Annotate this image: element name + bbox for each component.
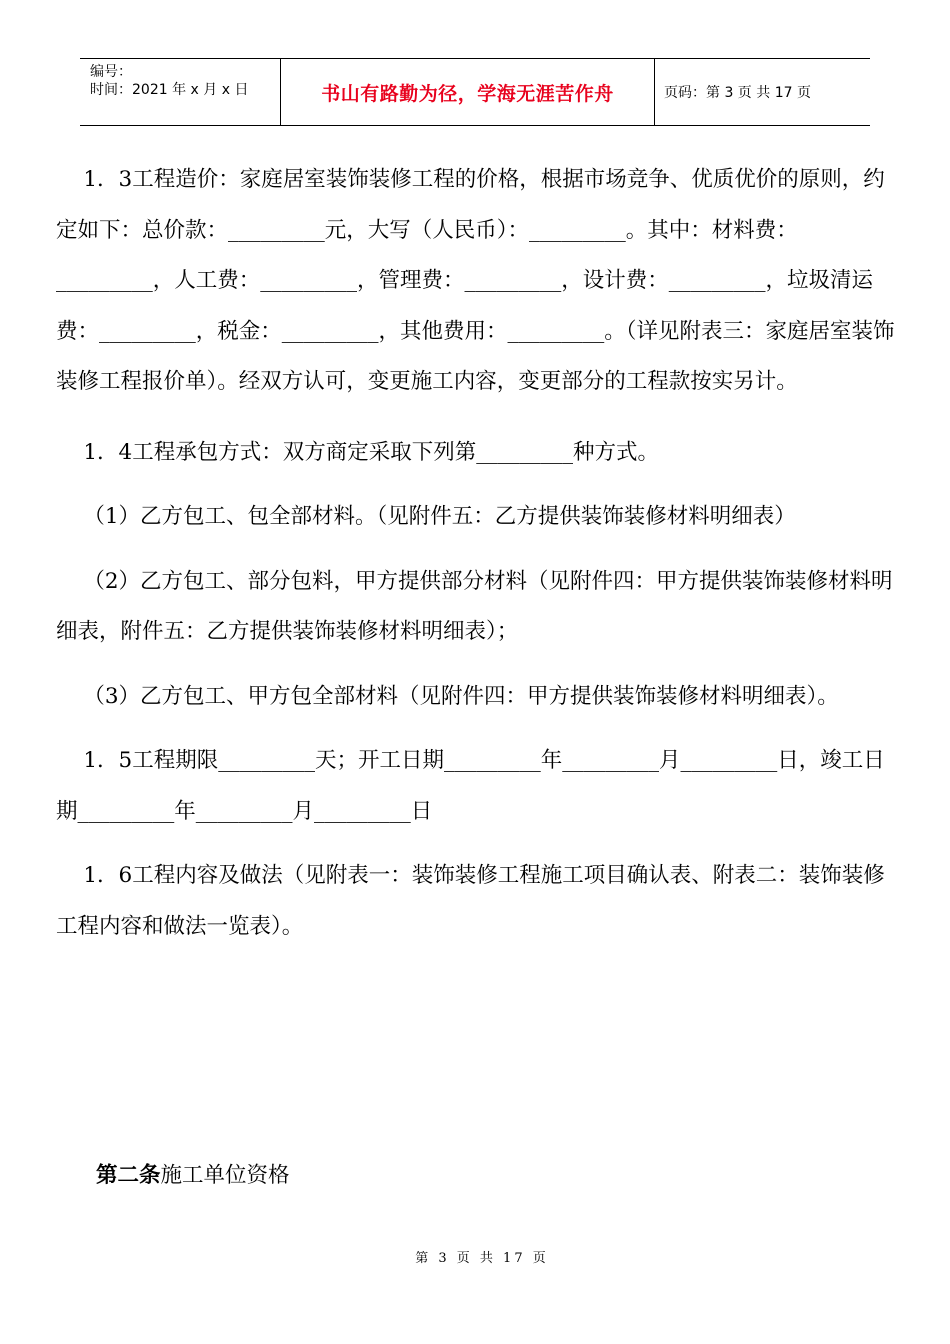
section-heading-title: 施工单位资格 xyxy=(160,1163,290,1188)
section-heading xyxy=(96,1158,290,1189)
page-footer xyxy=(0,1247,950,1266)
header-motto: 书山有路勤为径，学海无涯苦作舟 xyxy=(321,82,614,105)
header-page-cell xyxy=(655,59,870,125)
document-date-label: 时间：2021 年 x 月 x 日 xyxy=(90,82,249,98)
option-2: （2）乙方包工、部分包料，甲方提供部分材料（见附件四：甲方提供装饰装修材料明细表，附件五：乙方提供装饰装修材料明细表）； xyxy=(56,568,893,644)
document-number-label: 编号： xyxy=(90,64,132,80)
footer-page-number: 第 3 页 共 17 页 xyxy=(415,1251,549,1266)
document-body xyxy=(56,155,896,952)
option-1: （1）乙方包工、包全部材料。（见附件五：乙方提供装饰装修材料明细表） xyxy=(56,504,796,529)
clause-1-6: 1．6工程内容及做法（见附表一：装饰装修工程施工项目确认表、附表二：装饰装修工程内容和做法一览表）。 xyxy=(56,863,885,939)
document-header xyxy=(80,58,870,126)
header-meta-cell xyxy=(80,59,281,125)
clause-1-3: 1．3工程造价：家庭居室装饰装修工程的价格，根据市场竞争、优质优价的原则，约定如下：总价款：_________元，大写（人民币）：_________。其中：材料费：_________，人工费：_________，管理费：_________，设计费：_________，垃圾清运费：_________，税金：_________，其他费用：_________。（详见附表三：家庭居室装饰装修工程报价单）。经双方认可，变更施工内容，变更部分的工程款按实另计。 xyxy=(56,167,895,394)
clause-1-4: 1．4工程承包方式：双方商定采取下列第_________种方式。 xyxy=(56,439,659,465)
header-motto-cell xyxy=(281,59,655,125)
section-heading-number: 第二条 xyxy=(96,1163,161,1188)
option-3: （3）乙方包工、甲方包全部材料（见附件四：甲方提供装饰装修材料明细表）。 xyxy=(56,683,839,709)
clause-1-5: 1．5工程期限_________天；开工日期_________年_________月_________日，竣工日期_________年_________月_________日 xyxy=(56,748,885,824)
header-page-info: 页码：第 3 页 共 17 页 xyxy=(664,85,811,101)
